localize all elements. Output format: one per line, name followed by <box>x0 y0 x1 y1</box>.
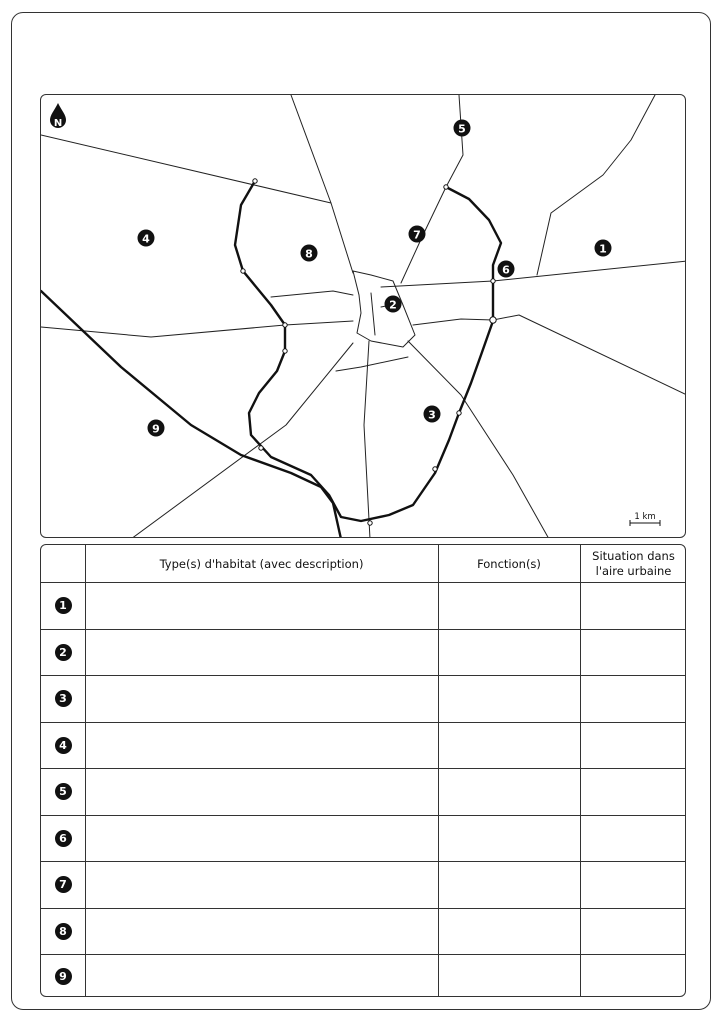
svg-text:7: 7 <box>413 228 421 242</box>
row-number-badge: 6 <box>55 830 72 847</box>
answer-table <box>40 544 686 997</box>
road-northwest <box>41 135 331 203</box>
header-situation: Situation dans l'aire urbaine <box>592 549 675 578</box>
zone-label-6 <box>498 261 515 278</box>
table-row-6 <box>41 815 85 861</box>
city-map <box>40 94 686 538</box>
table-row-3 <box>41 675 85 722</box>
table-row-7 <box>41 861 85 908</box>
svg-text:6: 6 <box>502 263 510 277</box>
zone-label-5 <box>454 120 471 137</box>
svg-text:4: 4 <box>142 232 150 246</box>
table-row-8 <box>41 908 85 954</box>
zone-label-8 <box>301 245 318 262</box>
north-label: N <box>53 118 63 129</box>
road-north-center <box>291 95 353 273</box>
thin-roads <box>41 95 686 538</box>
row-number-badge: 5 <box>55 783 72 800</box>
map-svg <box>41 95 686 538</box>
road-west-center <box>271 291 353 297</box>
table-row-4 <box>41 722 85 768</box>
answer-cells-situation[interactable] <box>580 582 686 997</box>
table-row-9 <box>41 954 85 997</box>
svg-text:3: 3 <box>428 408 436 422</box>
svg-text:2: 2 <box>389 298 397 312</box>
scale-label: 1 km <box>634 512 656 522</box>
svg-text:9: 9 <box>152 422 160 436</box>
zone-label-3 <box>424 406 441 423</box>
road-south <box>364 341 370 538</box>
zone-label-4 <box>138 230 155 247</box>
row-number-badge: 4 <box>55 737 72 754</box>
row-number-badge: 8 <box>55 923 72 940</box>
zone-label-7 <box>409 226 426 243</box>
road-north-east <box>401 95 463 283</box>
table-row-5 <box>41 768 85 815</box>
row-number-badge: 9 <box>55 968 72 985</box>
answer-cells-type[interactable] <box>85 582 438 997</box>
row-number-badge: 1 <box>55 597 72 614</box>
svg-text:1: 1 <box>599 242 607 256</box>
scale-bar <box>630 512 660 526</box>
row-number-badge: 7 <box>55 876 72 893</box>
row-number-badge: 3 <box>55 690 72 707</box>
road-southwest <box>131 343 353 538</box>
zone-label-2 <box>385 296 402 313</box>
zone-labels <box>138 120 612 437</box>
thick-roads <box>41 181 501 538</box>
svg-text:8: 8 <box>305 247 313 261</box>
north-arrow-icon <box>50 103 66 129</box>
road-east <box>381 261 686 287</box>
answer-cells-fonction[interactable] <box>438 582 580 997</box>
svg-text:5: 5 <box>458 122 466 136</box>
road-southeast <box>413 315 686 395</box>
table-row-1 <box>41 582 85 629</box>
zone-label-9 <box>148 420 165 437</box>
table-row-2 <box>41 629 85 675</box>
header-type-habitat: Type(s) d'habitat (avec description) <box>159 556 364 571</box>
road-south-east-diag <box>408 341 549 538</box>
motorway <box>41 291 341 538</box>
zone-label-1 <box>595 240 612 257</box>
header-fonction: Fonction(s) <box>477 556 541 571</box>
row-number-badge: 2 <box>55 644 72 661</box>
road-ring-inner-south <box>336 357 408 371</box>
city-center <box>353 271 415 347</box>
